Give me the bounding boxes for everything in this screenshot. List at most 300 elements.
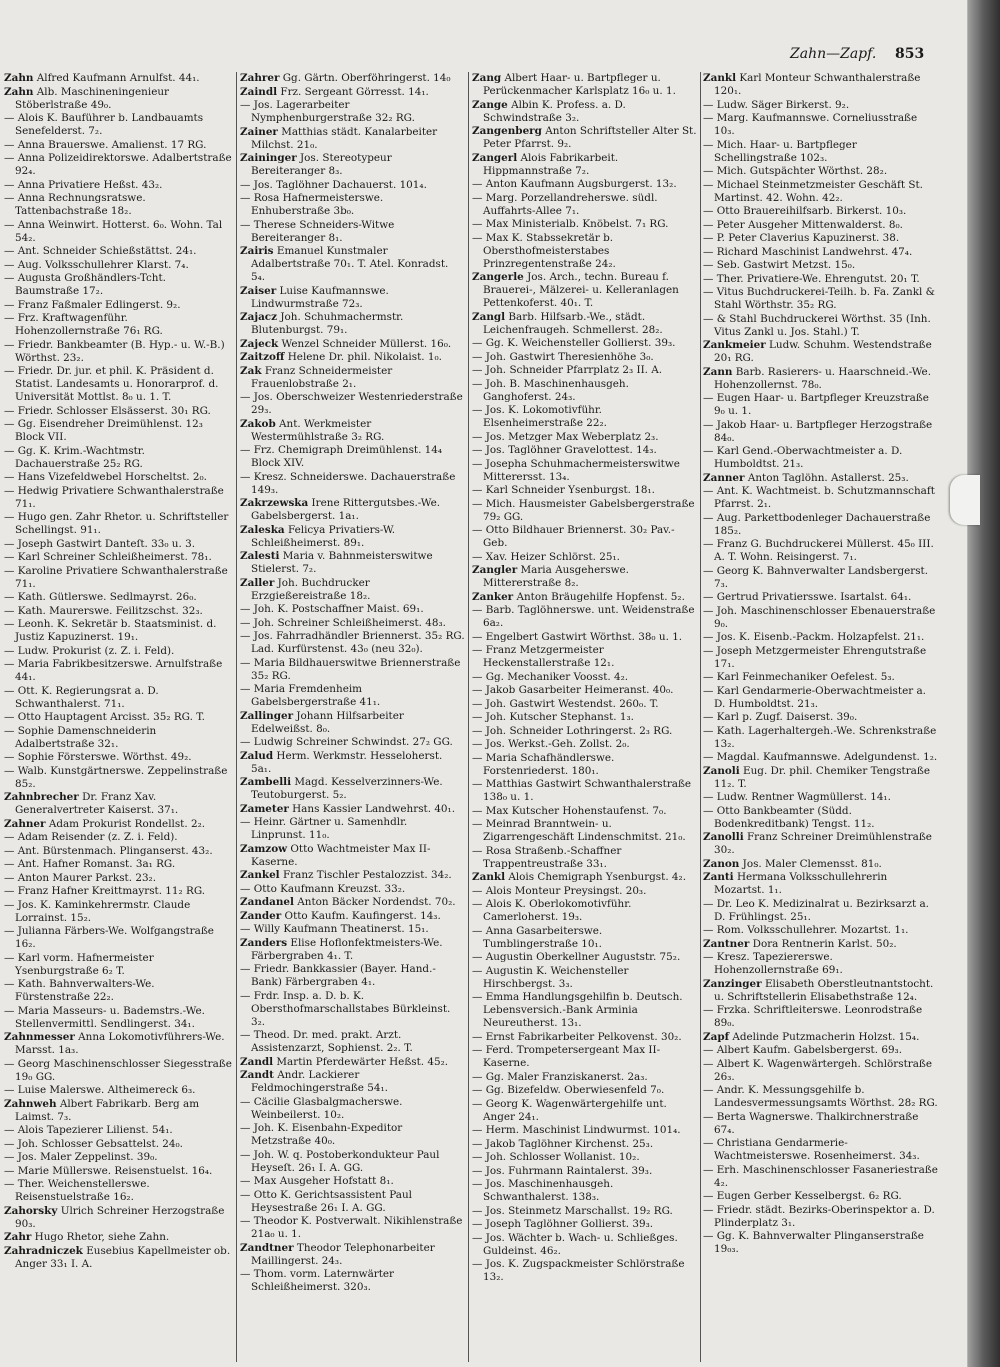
entry-text: W. q. Postoberkondukteur Paul Heyseſt. 26₁ I. A. GG.: [251, 1148, 440, 1174]
entry-name: — Karoline: [4, 564, 63, 577]
entry-name: Zanolli: [703, 831, 744, 843]
column-4: [703, 72, 938, 1362]
entry-text: Maschinist Landwehrst. 47₄.: [761, 245, 913, 258]
directory-entry: [240, 750, 465, 776]
entry-text: Masseurs- u. Bademstrs.-We. Stellenvermittl. Sendlingerst. 34₁.: [15, 1004, 205, 1030]
directory-entry: [472, 444, 698, 457]
entry-text: Hafner Romanst. 3a₁ RG.: [42, 858, 176, 870]
entry-name: Zalesti: [240, 550, 280, 562]
entry-text: Schlosser Gebsattelst. 24₀.: [41, 1137, 183, 1150]
entry-text: Kaufmann Augsburgerst. 13₂.: [520, 178, 677, 190]
entry-name: — Otto: [703, 804, 740, 817]
entry-text: Franz Schreiner Dreimühlenstraße 30₂.: [714, 831, 932, 856]
directory-entry: [240, 192, 465, 218]
entry-name: Zanzinger: [703, 977, 762, 990]
directory-entry: [4, 899, 232, 925]
entry-text: Martin Pferdewärter Heßst. 45₂.: [276, 1055, 449, 1068]
entry-name: Zankel: [240, 869, 280, 881]
directory-entry: [4, 179, 232, 192]
entry-text: Kaufmannswe. Corneliusstraße 10₃.: [714, 112, 918, 137]
directory-entry: [4, 791, 232, 817]
entry-name: Zankl: [703, 72, 737, 84]
directory-entry: [472, 1044, 698, 1070]
entry-name: — Heinr.: [240, 816, 287, 828]
directory-entry: [4, 405, 232, 418]
entry-name: — Luise: [4, 1084, 47, 1096]
directory-entry: [472, 178, 698, 191]
entry-text: vorm. Hafnermeister Ysenburgstraße 6₂ T.: [15, 951, 154, 977]
directory-entry: [240, 550, 465, 576]
entry-text: Taglöhner Gollierst. 39₃.: [524, 1218, 654, 1230]
directory-entry: [4, 365, 232, 404]
entry-text: Taglöhner Kirchenst. 25₃.: [518, 1137, 654, 1150]
entry-name: Zakrzewska: [240, 497, 309, 509]
directory-entry: [703, 99, 938, 112]
entry-name: — Joseph: [472, 1218, 521, 1230]
directory-entry: [240, 577, 465, 603]
entry-text: Trompetersergeant Max II-Kaserne.: [483, 1044, 661, 1069]
entry-name: — Erh.: [703, 1163, 740, 1176]
directory-entry: [4, 711, 232, 724]
entry-text: Barb. Hilfsarb.-We., städt. Leichenfraugeh. Schmellerst. 28₂.: [483, 310, 663, 336]
entry-name: Zangl: [472, 310, 506, 323]
entry-text: Hermana Volksschullehrerin Mozartst. 1₁.: [714, 871, 888, 896]
entry-text: Magd. Kesselverzinners-We. Teutoburgerst. 5₂.: [251, 776, 443, 801]
entry-name: — Joh.: [4, 1137, 39, 1150]
directory-entry: [472, 1258, 698, 1284]
entry-text: Alfred Kaufmann Arnulfst. 44₁.: [36, 72, 200, 84]
entry-name: — Joh.: [472, 697, 507, 710]
directory-entry: [703, 1190, 938, 1203]
entry-name: — Alois K.: [4, 112, 58, 124]
entry-text: Fremdenheim Gabelsbergerstraße 41₁.: [251, 683, 381, 708]
entry-name: — Joseph: [4, 537, 53, 550]
entry-name: Zak: [240, 364, 262, 377]
entry-text: Bauführer b. Landbauamts Senefelderst. 7₂.: [15, 112, 204, 137]
entry-text: Eusebius Kapellmeister ob. Anger 33₁ I. A.: [15, 1244, 231, 1270]
entry-name: — Marg.: [703, 112, 749, 124]
entry-text: Privatiere Schwanthalerstraße 71₁.: [15, 484, 224, 510]
entry-name: — Gg. K.: [472, 337, 519, 349]
entry-text: Lokomotivführ. Elsenheimerstraße 22₂.: [483, 404, 607, 429]
entry-text: Anton Taglöhn. Astallerst. 25₃.: [747, 471, 909, 484]
entry-text: Anton Bäcker Nordendst. 70₂.: [297, 896, 456, 908]
directory-entry: [472, 564, 698, 590]
entry-name: — Ant.: [4, 858, 40, 870]
directory-entry: [472, 311, 698, 337]
directory-entry: [703, 1058, 938, 1084]
directory-entry: [472, 1178, 698, 1204]
directory-entry: [4, 1084, 232, 1097]
entry-text: Kunstgärtnerswe. Zeppelinstraße 85₂.: [15, 764, 228, 790]
entry-name: — Jakob: [472, 1137, 516, 1150]
directory-entry: [472, 738, 698, 751]
entry-name: — Jos.: [472, 1204, 505, 1217]
directory-entry: [240, 843, 465, 869]
entry-name: — Gg.: [472, 670, 504, 683]
directory-entry: [472, 871, 698, 884]
entry-name: — Ott.: [4, 684, 38, 697]
directory-entry: [4, 872, 232, 885]
entry-name: — Gertrud: [703, 591, 759, 603]
directory-entry: [472, 364, 698, 377]
entry-name: — Kath.: [4, 591, 46, 603]
directory-entry: [4, 339, 232, 365]
entry-text: Branntwein- u. Zigarrengeschäft Lindenschmitst. 21₀.: [483, 818, 686, 843]
entry-name: — Maria: [240, 656, 286, 669]
directory-entry: [703, 938, 938, 951]
directory-entry: [240, 630, 465, 656]
entry-name: — Alois: [4, 1124, 44, 1136]
directory-entry: [472, 1071, 698, 1084]
entry-name: — Karl: [703, 671, 739, 683]
entry-name: — Karl: [472, 484, 508, 496]
directory-entry: [4, 925, 232, 951]
entry-name: — Friedr.: [4, 338, 54, 351]
directory-entry: [240, 603, 465, 616]
entry-name: Zahr: [4, 1231, 32, 1243]
entry-text: Wagenwärtergeh. Schlörstraße 26₃.: [714, 1057, 933, 1083]
column-1: [4, 72, 232, 1362]
entry-name: — Joh.: [472, 350, 507, 363]
directory-entry: [703, 565, 938, 591]
directory-entry: [4, 1098, 232, 1124]
entry-name: — Friedr.: [240, 963, 290, 975]
entry-name: Zandtner: [240, 1241, 294, 1254]
entry-text: vorm. Laternwärter Schleißheimerst. 320₃.: [251, 1268, 395, 1293]
directory-entry: [472, 524, 698, 550]
entry-text: Tapeziererswe. Hohenzollernstraße 69₁.: [714, 951, 843, 976]
directory-entry: [472, 484, 698, 497]
entry-text: Kutscher Stephanst. 1₃.: [509, 711, 634, 723]
directory-entry: [472, 458, 698, 484]
directory-entry: [703, 898, 938, 924]
entry-name: Zaiser: [240, 284, 277, 297]
entry-name: Zahner: [4, 817, 46, 830]
entry-name: — Jos.: [472, 738, 505, 750]
directory-entry: [703, 538, 938, 564]
entry-text: Rentner Wagmüllerst. 14₁.: [751, 791, 891, 803]
entry-name: — Anna: [472, 924, 513, 937]
directory-entry: [240, 126, 465, 152]
entry-name: — Otto K.: [240, 1188, 292, 1201]
entry-text: Mechaniker Voosst. 4₂.: [507, 670, 629, 683]
entry-name: — Kresz.: [240, 470, 287, 483]
entry-name: — Joh.: [472, 1151, 507, 1163]
entry-text: Jos. Maler Clemensst. 81₀.: [742, 857, 882, 870]
entry-text: Großhändlers-Tcht. Baumstraße 17₂.: [15, 272, 166, 297]
entry-name: Zahorsky: [4, 1204, 58, 1217]
entry-name: — Karl p.: [703, 711, 753, 723]
entry-text: Schreiner Schleißheimerst. 78₁.: [43, 551, 212, 563]
entry-text: Oberschweizer Westenriederstraße 29₃.: [251, 391, 463, 416]
entry-text: Kaufmannswe. Adelgundenst. 1₂.: [762, 751, 938, 763]
directory-entry: [703, 685, 938, 711]
entry-name: — Ant.: [4, 844, 40, 857]
entry-name: — Gg. K.: [703, 1230, 750, 1242]
entry-name: — Willy: [240, 923, 281, 935]
entry-name: Zahnweh: [4, 1097, 57, 1110]
directory-entry: [4, 685, 232, 711]
entry-text: Kaminkehrermstr. Claude Lorrainst. 15₂.: [15, 898, 191, 924]
entry-text: Bankbeamter (Südd. Bodenkreditbank) Tengst. 11₂.: [714, 804, 875, 830]
entry-name: — Aug.: [703, 511, 741, 524]
directory-entry: [4, 885, 232, 898]
directory-entry: [4, 139, 232, 152]
directory-entry: [703, 286, 938, 312]
entry-name: — Gg.: [4, 418, 36, 430]
entry-text: Bahnverwalters-We. Fürstenstraße 22₂.: [15, 978, 155, 1003]
directory-entry: [703, 139, 938, 165]
directory-entry: [472, 805, 698, 818]
entry-name: Zangler: [472, 564, 518, 576]
entry-text: Johann Hilfsarbeiter Edelweißst. 8₀.: [251, 709, 404, 735]
entry-text: Maschinenhausgeh. Schwanthalerst. 138₃.: [483, 1178, 614, 1203]
entry-text: Haar- u. Bartpfleger Schellingstraße 102₃.: [714, 138, 857, 164]
page-header: [0, 46, 960, 66]
entry-text: Feinmechaniker Oefelest. 5₃.: [742, 671, 895, 683]
directory-entry: [240, 710, 465, 736]
directory-entry: [4, 658, 232, 684]
directory-entry: [472, 885, 698, 898]
entry-text: Steinmetz Marschallst. 19₂ RG.: [508, 1204, 673, 1217]
entry-name: Zamzow: [240, 842, 288, 855]
entry-text: Hauptagent Arcisst. 35₂ RG. T.: [44, 711, 205, 723]
entry-text: Maschinenschlosser Ebenauerstraße 9₀.: [714, 604, 936, 630]
directory-entry: [240, 617, 465, 630]
entry-text: Privatiere Heßst. 43₂.: [48, 178, 163, 191]
entry-text: Privatiere Schwanthalerstraße 71₁.: [15, 564, 228, 590]
entry-text: gen. Zahr Rhetor. u. Schriftsteller Schellingst. 91₁.: [15, 511, 229, 536]
directory-entry: [703, 445, 938, 471]
entry-text: Metzgermeister Heckenstallerstraße 12₁.: [483, 644, 615, 669]
directory-entry: [240, 1215, 465, 1241]
directory-entry: [4, 1165, 232, 1178]
entry-name: — Engelbert: [472, 630, 539, 643]
entry-text: Fahrradhändler Briennerst. 35₂ RG. Lad. Kurfürstenst. 43₀ (neu 32₀).: [251, 630, 465, 655]
entry-name: — Jos.: [240, 178, 273, 191]
entry-name: — Sophie: [4, 724, 54, 737]
entry-name: — Ernst: [472, 1030, 515, 1043]
entry-text: Gg. Gärtn. Oberföhringerst. 14₀: [282, 72, 451, 84]
directory-entry: [703, 259, 938, 272]
entry-text: Ulrich Schreiner Herzogstraße 90₃.: [15, 1204, 225, 1230]
entry-text: Ausgeher Hofstatt 8₁.: [279, 1175, 394, 1187]
directory-entry: [240, 1069, 465, 1095]
entry-text: Handlungsgehilfin b. Deutsch. Lebensversich.-Bank Arminia Neureutherst. 13₁.: [483, 991, 683, 1029]
entry-text: Schriftleiterswe. Leonrodstraße 89₀.: [714, 1004, 923, 1029]
entry-name: Zahn: [4, 72, 34, 84]
entry-name: — Joh.: [240, 616, 275, 629]
entry-name: Zahnmesser: [4, 1031, 75, 1043]
entry-text: Peter Claverius Kapuzinerst. 38.: [728, 232, 900, 244]
entry-name: Zakob: [240, 417, 276, 430]
entry-text: Insp. a. D. b. K. Obersthofmarschallstabes Bürkleinst. 3₂.: [251, 989, 451, 1028]
entry-name: — Frz.: [4, 312, 39, 324]
directory-entry: [703, 645, 938, 671]
book-edge: [968, 0, 1000, 1367]
entry-text: Maria v. Bahnmeisterswitwe Stielerst. 7₂.: [251, 550, 433, 575]
entry-name: Zaindl: [240, 85, 278, 98]
directory-entry: [240, 351, 465, 364]
entry-name: — Josepha: [472, 457, 528, 470]
directory-entry: [703, 219, 938, 232]
directory-entry: [472, 551, 698, 564]
directory-entry: [240, 937, 465, 963]
entry-text: Gerichtsassistent Paul Heysestraße 26₁ I. A. GG.: [251, 1188, 413, 1214]
page-number: 853: [895, 46, 925, 62]
directory-entry: [472, 1098, 698, 1124]
entry-name: Zangenberg: [472, 125, 542, 137]
entry-text: Heizer Schlörst. 25₁.: [510, 550, 620, 563]
entry-text: Gastwirt Danteſt. 33₀ u. 3.: [56, 537, 196, 550]
directory-entry: [703, 1137, 938, 1163]
entry-text: Steinmetzmeister Geschäft St. Martinst. 42. Wohn. 42₂.: [714, 178, 923, 204]
directory-entry: [472, 698, 698, 711]
directory-entry: [4, 845, 232, 858]
entry-name: — Anna: [4, 138, 45, 151]
entry-name: Zanti: [703, 871, 734, 883]
directory-entry: [240, 869, 465, 882]
entry-name: — Joh.: [472, 364, 507, 376]
entry-name: — Karl: [703, 684, 739, 697]
entry-name: — Joh.: [240, 1148, 275, 1161]
directory-entry: [4, 645, 232, 658]
entry-name: Zambelli: [240, 776, 292, 788]
entry-text: Försterswe. Wörthst. 49₂.: [57, 751, 192, 763]
entry-text: Metzger Max Weberplatz 2₃.: [508, 430, 659, 443]
directory-entry: [240, 883, 465, 896]
entry-name: — Max: [472, 804, 509, 817]
entry-name: — Kresz.: [703, 951, 750, 963]
entry-text: Prokurist (z. Z. i. Feld).: [52, 644, 175, 657]
directory-entry: [703, 751, 938, 764]
entry-name: Zaitzoff: [240, 351, 285, 363]
directory-entry: [472, 1084, 698, 1097]
entry-name: Zander: [240, 909, 282, 922]
entry-text: Joh. Schuhmachermstr. Blutenburgst. 79₁.: [251, 311, 404, 336]
directory-entry: [703, 246, 938, 259]
entry-text: Ant. Werkmeister Westermühlstraße 3₂ RG.: [251, 417, 385, 443]
entry-name: — Rosa: [240, 192, 280, 204]
entry-name: Zallinger: [240, 709, 294, 722]
directory-entry: [472, 991, 698, 1030]
entry-text: Gend.-Oberwachtmeister a. D. Humboldtst. 21₃.: [714, 445, 903, 470]
entry-text: Gendarmerie-Wachtmeisterswe. Rosenheimerst. 34₃.: [714, 1137, 920, 1162]
entry-text: Metzgermeister Ehrengutstraße 17₁.: [714, 644, 927, 670]
directory-entry: [472, 631, 698, 644]
entry-text: Gasarbeiter Heimeranst. 40₀.: [518, 684, 674, 696]
directory-entry: [703, 805, 938, 831]
entry-name: — Karl: [703, 445, 739, 457]
entry-text: Alois Fabrikarbeit. Hippmannstraße 7₂.: [483, 151, 619, 177]
entry-text: Maschinenschlosser Siegesstraße 19₀ GG.: [15, 1057, 232, 1083]
entry-name: — Jos.: [472, 1178, 505, 1190]
directory-entry: [240, 1056, 465, 1069]
entry-name: — Eugen: [703, 1190, 751, 1202]
directory-entry: [4, 418, 232, 444]
directory-entry: [703, 765, 938, 791]
entry-text: Gärtner u. Samenhdlr. Linprunst. 11₀.: [251, 816, 408, 841]
entry-text: Dora Rentnerin Karlst. 50₂.: [752, 937, 897, 950]
directory-entry: [4, 471, 232, 484]
directory-entry: [703, 725, 938, 751]
entry-text: Jos. Stereotypeur Bereiteranger 8₃.: [251, 152, 392, 177]
entry-text: Luise Kaufmannswe. Lindwurmstraße 72₃.: [251, 284, 389, 310]
entry-text: Oberkellner Auguststr. 75₂.: [536, 951, 681, 963]
entry-text: städt. Bezirks-Oberinspektor a. D. Plinderplatz 3₁.: [714, 1203, 935, 1229]
directory-entry: [472, 1124, 698, 1137]
directory-entry: [703, 1204, 938, 1230]
entry-text: Privatiere-We. Ehrengutst. 20₁ T.: [746, 272, 920, 285]
directory-entry: [472, 404, 698, 430]
entry-name: — Max: [472, 218, 509, 230]
entry-text: Gerber Kesselbergst. 6₂ RG.: [753, 1190, 902, 1202]
entry-name: — Anna: [4, 152, 45, 164]
directory-entry: [4, 1178, 232, 1204]
entry-text: Rechnungsratswe. Tattenbachstraße 18₂.: [15, 192, 146, 217]
entry-text: Schreiner Schwindst. 27₂ GG.: [296, 736, 453, 748]
directory-entry: [703, 419, 938, 445]
entry-name: — Kath.: [703, 724, 745, 737]
entry-name: — Otto: [4, 711, 41, 723]
directory-entry: [703, 273, 938, 286]
entry-text: Frz. Sergeant Görresst. 14₁.: [280, 85, 429, 98]
entry-name: Zandl: [240, 1055, 274, 1068]
entry-name: — Otto: [472, 524, 509, 536]
entry-name: — Seb.: [703, 259, 740, 271]
entry-name: Zahradniczek: [4, 1244, 83, 1257]
directory-entry: [472, 232, 698, 271]
entry-text: Hafnermeisterswe. Enhuberstraße 3b₀.: [251, 192, 384, 217]
entry-name: — Joh.: [703, 604, 738, 617]
entry-text: Albert Fabrikarb. Berg am Laimst. 7₃.: [15, 1097, 200, 1123]
entry-name: — Meinrad: [472, 818, 531, 830]
entry-name: — Max: [240, 1175, 277, 1187]
directory-entry: [4, 511, 232, 537]
directory-entry: [4, 591, 232, 604]
entry-name: — Albert: [703, 1044, 750, 1056]
entry-name: — Anna: [4, 218, 45, 231]
entry-name: — Frdr.: [240, 989, 280, 1002]
entry-text: Volksschullehrer. Mozartst. 1₁.: [747, 924, 909, 936]
entry-text: Säger Birkerst. 9₂.: [751, 98, 850, 111]
entry-text: Felicya Privatiers-W. Schleißheimerst. 89₁.: [251, 523, 396, 549]
entry-name: Zahrer: [240, 72, 280, 84]
entry-text: Porzellandreherswe. südl. Auffahrts-Allee 7₁.: [483, 191, 658, 217]
directory-entry: [703, 1111, 938, 1137]
directory-entry: [472, 725, 698, 738]
entry-text: Bürstenmach. Plinganserst. 43₂.: [42, 844, 213, 857]
entry-name: Zanker: [472, 590, 514, 603]
entry-text: Dr. Franz Xav. Generalvertreter Kaiserst. 37₁.: [15, 791, 179, 816]
entry-name: — Franz: [4, 885, 49, 897]
directory-entry: [4, 978, 232, 1004]
directory-entry: [703, 1004, 938, 1030]
entry-name: Zahn: [4, 85, 34, 98]
entry-text: Straßenb.-Schaffner Trappentreustraße 33₁.: [483, 844, 622, 870]
directory-entry: [703, 871, 938, 897]
entry-name: Zahnbrecher: [4, 791, 79, 803]
directory-entry: [240, 963, 465, 989]
directory-entry: [4, 1138, 232, 1151]
entry-name: — Richard: [703, 245, 759, 258]
entry-text: Medizinalrat u. Bezirksarzt a. D. Frühlingst. 25₁.: [714, 897, 929, 923]
directory-entry: [240, 471, 465, 497]
entry-name: — Jakob: [472, 684, 516, 696]
directory-entry: [4, 299, 232, 312]
entry-name: Zanner: [703, 471, 745, 484]
